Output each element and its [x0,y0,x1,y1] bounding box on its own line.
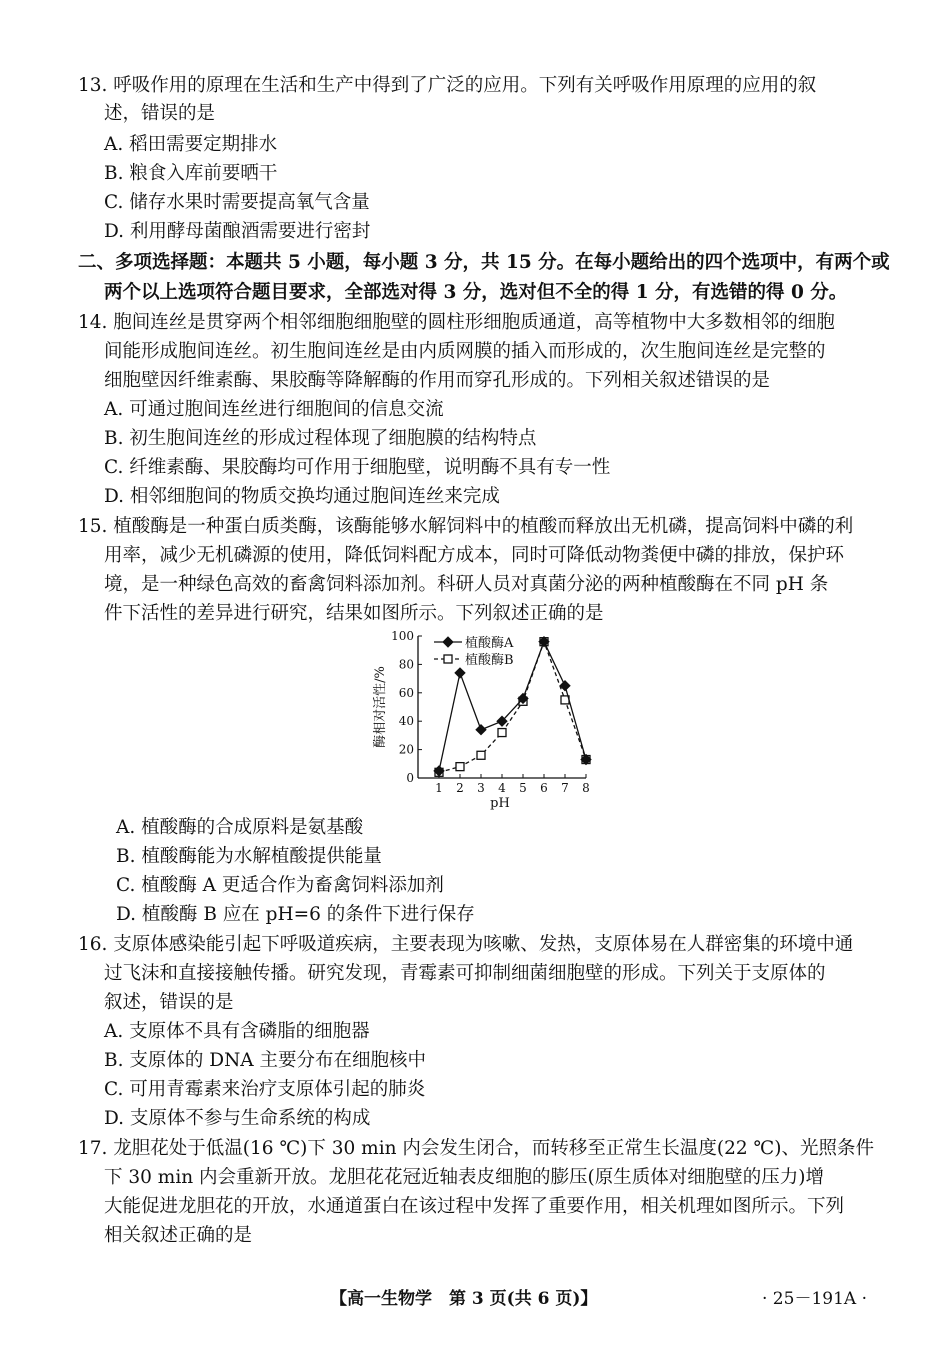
q14-option-d: D. 相邻细胞间的物质交换均通过胞间连丝来完成 [104,486,500,507]
y-tick-label: 0 [406,771,414,785]
q14-stem-line-1: 14. 胞间连丝是贯穿两个相邻细胞细胞壁的圆柱形细胞质通道，高等植物中大多数相邻的细胞 [78,312,835,333]
q16-option-d: D. 支原体不参与生命系统的构成 [104,1108,371,1129]
y-tick-label: 20 [398,742,414,757]
q15-option-b: B. 植酸酶能为水解植酸提供能量 [116,846,382,867]
data-point-b [456,763,464,771]
x-tick-label: 1 [435,781,443,795]
q16-option-a: A. 支原体不具有含磷脂的细胞器 [104,1021,370,1042]
q17-stem-line-4: 相关叙述正确的是 [104,1225,253,1246]
q13-option-a: A. 稻田需要定期排水 [104,134,278,155]
q15-option-c: C. 植酸酶 A 更适合作为畜禽饲料添加剂 [116,875,444,896]
y-tick-label: 100 [391,629,414,643]
page-footer-title: 【高一生物学 第 3 页(共 6 页)】 [330,1289,598,1309]
q13-option-c: C. 储存水果时需要提高氧气含量 [104,192,370,213]
q13-option-d: D. 利用酵母菌酿酒需要进行密封 [104,221,371,242]
q15-stem-line-1: 15. 植酸酶是一种蛋白质类酶，该酶能够水解饲料中的植酸而释放出无机磷，提高饲料中磷的利 [78,516,854,537]
q15-stem-line-3: 境，是一种绿色高效的畜禽饲料添加剂。科研人员对真菌分泌的两种植酸酶在不同 pH 条 [104,574,829,595]
x-tick-label: 3 [477,781,485,795]
q16-stem-line-2: 过飞沫和直接接触传播。研究发现，青霉素可抑制细菌细胞壁的形成。下列关于支原体的 [104,963,826,984]
legend-marker-a [443,637,453,647]
x-axis-label: pH [490,796,510,811]
legend-marker-b [444,655,452,663]
legend-label-b: 植酸酶B [465,653,514,668]
q13-stem-line-2: 述，错误的是 [104,103,216,124]
q14-option-c: C. 纤维素酶、果胶酶均可作用于细胞壁，说明酶不具有专一性 [104,457,611,478]
x-tick-label: 2 [456,781,464,795]
q13-stem-line-1: 13. 呼吸作用的原理在生活和生产中得到了广泛的应用。下列有关呼吸作用原理的应用的叙 [78,75,817,96]
x-tick-label: 7 [561,781,569,795]
q17-stem-line-1: 17. 龙胆花处于低温(16 ℃)下 30 min 内会发生闭合，而转移至正常生长温度(22 ℃)、光照条件 [78,1138,874,1159]
q15-stem-line-4: 件下活性的差异进行研究，结果如图所示。下列叙述正确的是 [104,603,604,624]
q17-stem-line-3: 大能促进龙胆花的开放，水通道蛋白在该过程中发挥了重要作用，相关机理如图所示。下列 [104,1196,845,1217]
y-tick-label: 80 [398,657,414,672]
q17-stem-line-2: 下 30 min 内会重新开放。龙胆花花冠近轴表皮细胞的膨压(原生质体对细胞壁的压力)增 [104,1167,824,1188]
q16-stem-line-1: 16. 支原体感染能引起下呼吸道疾病，主要表现为咳嗽、发热，支原体易在人群密集的环境中通 [78,934,854,955]
data-point-b [498,729,506,737]
q14-option-a: A. 可通过胞间连丝进行细胞间的信息交流 [104,399,444,420]
q14-stem-line-3: 细胞壁因纤维素酶、果胶酶等降解酶的作用而穿孔形成的。下列相关叙述错误的是 [104,370,771,391]
page-footer-code: · 25－191A · [762,1289,867,1309]
q16-option-b: B. 支原体的 DNA 主要分布在细胞核中 [104,1050,426,1071]
data-point-a [455,668,465,678]
data-point-a [560,681,570,691]
q14-stem-line-2: 间能形成胞间连丝。初生胞间连丝是由内质网膜的插入而形成的，次生胞间连丝是完整的 [104,341,826,362]
section2-instructions-line-1: 二、多项选择题：本题共 5 小题，每小题 3 分，共 15 分。在每小题给出的四个选项中，有两个或 [78,252,890,273]
y-axis-label: 酶相对活性/% [373,666,388,748]
q13-option-b: B. 粮食入库前要晒干 [104,163,278,184]
q15-option-d: D. 植酸酶 B 应在 pH=6 的条件下进行保存 [116,904,475,925]
y-tick-label: 40 [398,714,414,729]
x-tick-label: 8 [582,781,590,795]
x-tick-label: 6 [540,781,548,795]
data-point-a [476,725,486,735]
y-tick-label: 60 [398,685,414,700]
q15-option-a: A. 植酸酶的合成原料是氨基酸 [116,817,364,838]
section2-instructions-line-2: 两个以上选项符合题目要求，全部选对得 3 分，选对但不全的得 1 分，有选错的得 0 分。 [104,282,848,303]
q15-stem-line-2: 用率，减少无机磷源的使用，降低饲料配方成本，同时可降低动物粪便中磷的排放，保护环 [104,545,845,566]
x-tick-label: 5 [519,781,527,795]
enzyme-activity-chart [366,622,606,812]
x-tick-label: 4 [498,781,506,795]
data-point-b [477,751,485,759]
q14-option-b: B. 初生胞间连丝的形成过程体现了细胞膜的结构特点 [104,428,537,449]
q16-option-c: C. 可用青霉素来治疗支原体引起的肺炎 [104,1079,426,1100]
legend-label-a: 植酸酶A [465,636,514,651]
q16-stem-line-3: 叙述，错误的是 [104,992,234,1013]
